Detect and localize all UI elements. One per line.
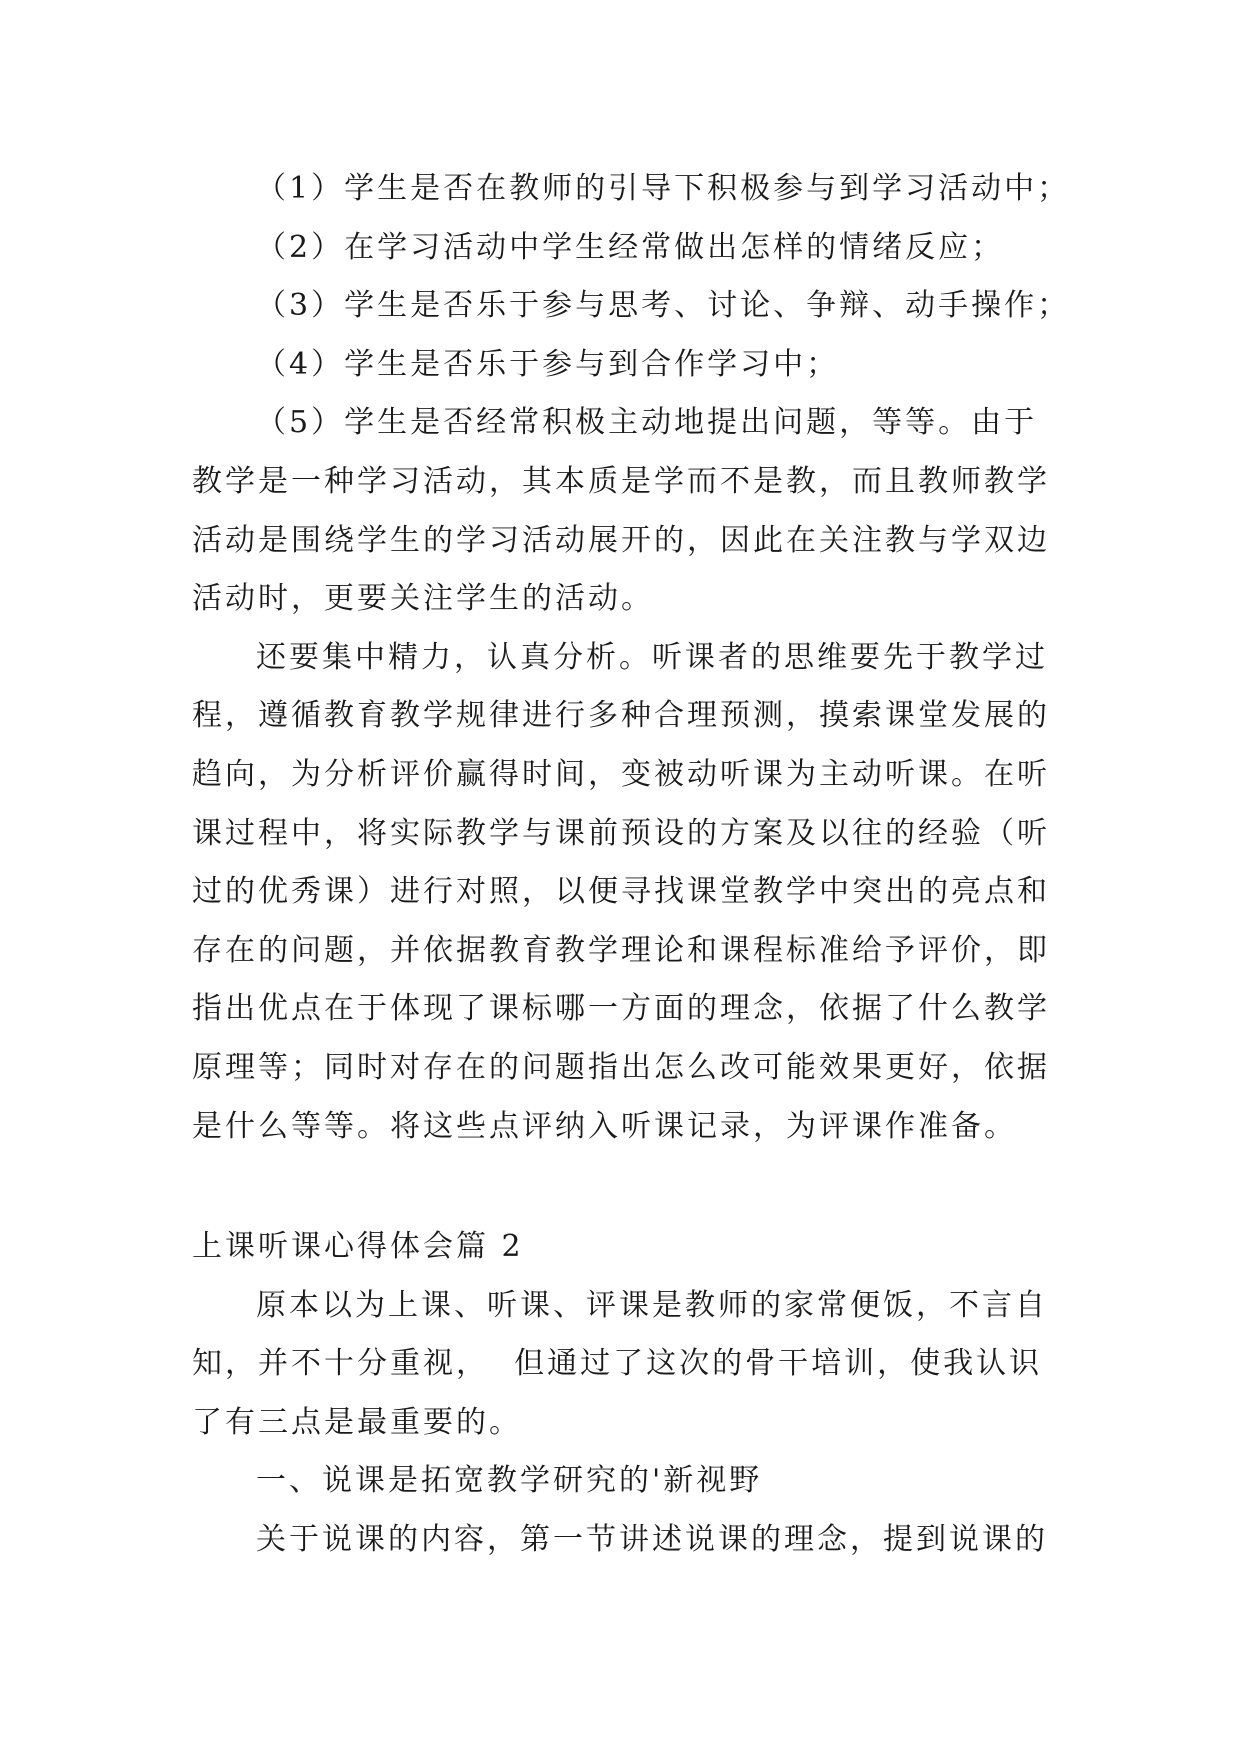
paragraph-line: 教学是一种学习活动，其本质是学而不是教，而且教师教学 <box>192 463 1050 499</box>
paragraph-line: （5）学生是否经常积极主动地提出问题，等等。由于 <box>256 405 1038 441</box>
paragraph-line: 指出优点在于体现了课标哪一方面的理念，依据了什么教学 <box>192 991 1050 1027</box>
paragraph-line: 趋向，为分析评价赢得时间，变被动听课为主动听课。在听 <box>192 756 1050 792</box>
section-title: 上课听课心得体会篇 2 <box>192 1229 524 1265</box>
paragraph-line: 知，并不十分重视， 但通过了这次的骨干培训，使我认识 <box>192 1346 1043 1382</box>
paragraph-line: 还要集中精力，认真分析。听课者的思维要先于教学过 <box>256 639 1048 675</box>
paragraph-line: 存在的问题，并依据教育教学理论和课程标准给予评价，即 <box>192 932 1050 968</box>
paragraph-line: 了有三点是最重要的。 <box>192 1404 522 1440</box>
list-item: （3）学生是否乐于参与思考、讨论、争辩、动手操作； <box>256 288 1071 324</box>
paragraph-line: 原本以为上课、听课、评课是教师的家常便饭，不言自 <box>256 1287 1048 1323</box>
paragraph-line: 程，遵循教育教学规律进行多种合理预测，摸索课堂发展的 <box>192 698 1050 734</box>
paragraph-line: 原理等；同时对存在的问题指出怎么改可能效果更好，依据 <box>192 1049 1050 1085</box>
section-spacer <box>192 1156 1052 1218</box>
paragraph-line: 课过程中，将实际教学与课前预设的方案及以往的经验（听 <box>192 815 1050 851</box>
paragraph-line: 活动时，更要关注学生的活动。 <box>192 581 654 617</box>
list-item: （1）学生是否在教师的引导下积极参与到学习活动中； <box>256 171 1071 206</box>
paragraph-line: 关于说课的内容，第一节讲述说课的理念，提到说课的 <box>256 1522 1048 1558</box>
paragraph-line: 过的优秀课）进行对照，以便寻找课堂教学中突出的亮点和 <box>192 874 1050 910</box>
paragraph-line: 是什么等等。将这些点评纳入听课记录，为评课作准备。 <box>192 1108 1017 1144</box>
subheading: 一、说课是拓宽教学研究的'新视野 <box>256 1463 763 1499</box>
list-item: （2）在学习活动中学生经常做出怎样的情绪反应； <box>256 229 1005 265</box>
list-item: （4）学生是否乐于参与到合作学习中； <box>256 346 840 382</box>
paragraph-line: 活动是围绕学生的学习活动展开的，因此在关注教与学双边 <box>192 522 1050 558</box>
document-page <box>192 160 1071 1570</box>
